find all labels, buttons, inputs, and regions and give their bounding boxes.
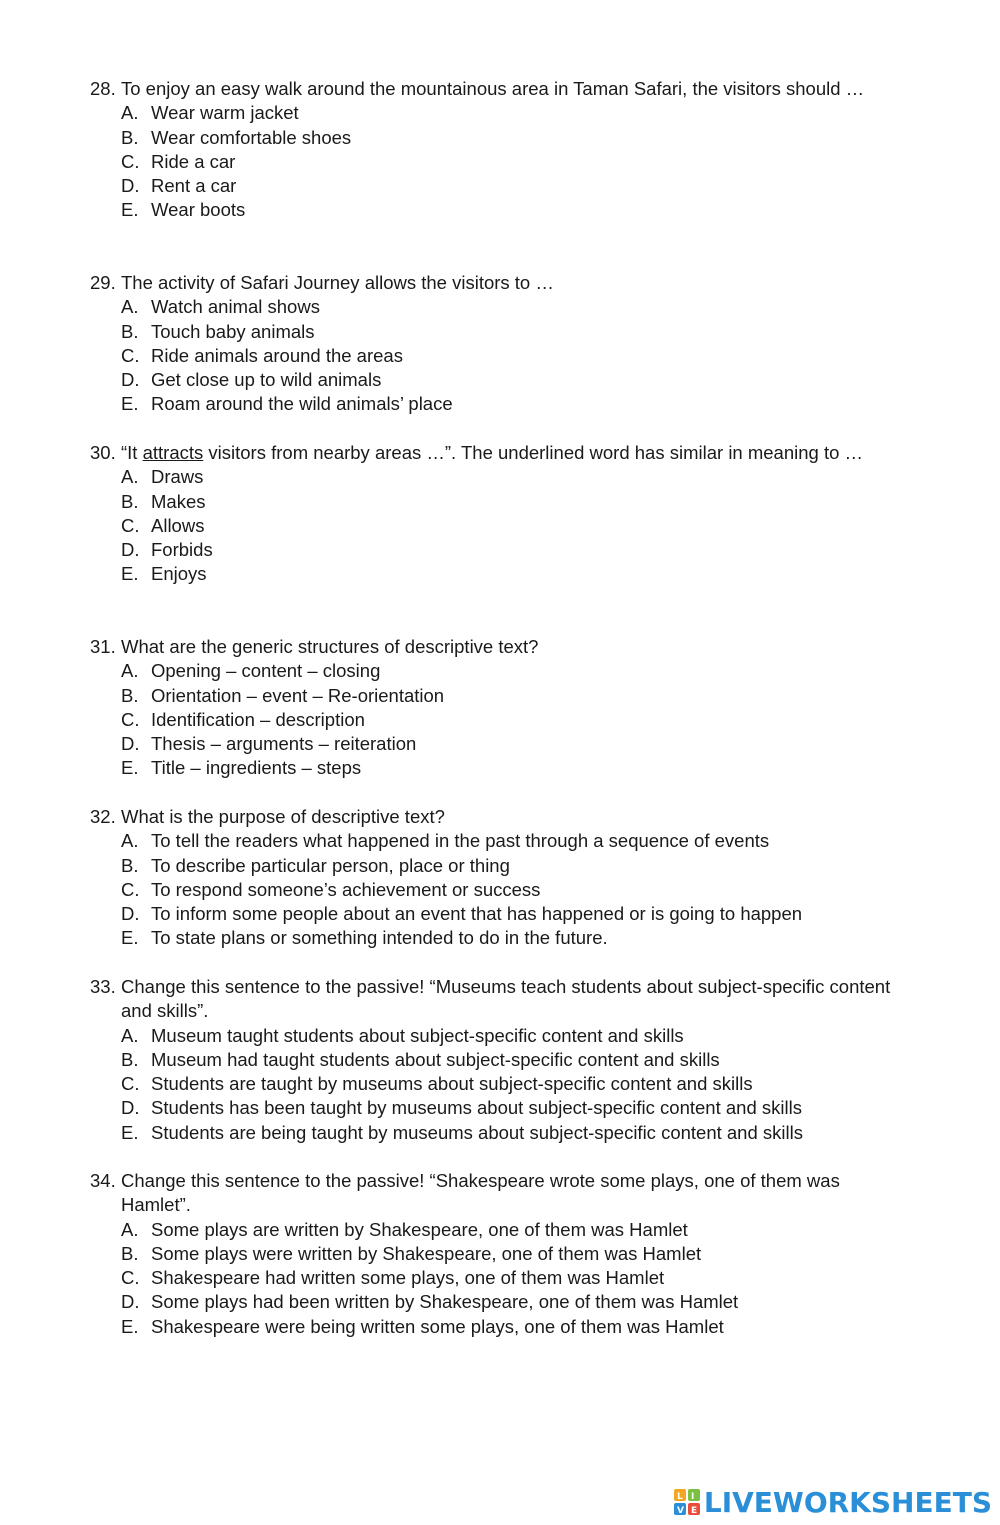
option-letter: D. — [121, 903, 140, 925]
option-letter: D. — [121, 1291, 140, 1313]
option-letter: C. — [121, 150, 140, 172]
question-stem — [90, 975, 900, 1024]
option-d — [90, 1290, 900, 1314]
option-text: Makes — [151, 490, 206, 512]
question-text-after: visitors from nearby areas …”. The underlined word has similar in meaning to … — [203, 442, 864, 463]
question-number: 30. — [90, 442, 116, 463]
question-number: 34. — [90, 1170, 116, 1191]
question-number: 32. — [90, 806, 116, 827]
question-number: 29. — [90, 272, 116, 293]
option-a — [90, 1024, 900, 1048]
option-text: Students are taught by museums about subject-specific content and skills — [151, 1073, 753, 1095]
option-text: Museum had taught students about subject-specific content and skills — [151, 1048, 720, 1070]
question-stem — [90, 635, 900, 659]
option-letter: E. — [121, 757, 139, 779]
option-text: Wear comfortable shoes — [151, 126, 352, 148]
option-c — [90, 878, 900, 902]
option-letter: C. — [121, 1267, 140, 1289]
svg-text:L: L — [676, 1492, 683, 1502]
answer-options — [90, 829, 900, 950]
answer-options — [90, 465, 900, 586]
question-28 — [90, 77, 900, 223]
option-letter: D. — [121, 733, 140, 755]
option-text: Allows — [151, 514, 205, 536]
option-letter: A. — [121, 102, 139, 124]
option-a — [90, 1218, 900, 1242]
question-text: What is the purpose of descriptive text? — [121, 806, 445, 827]
option-e — [90, 1315, 900, 1339]
option-b — [90, 684, 900, 708]
option-letter: A. — [121, 1218, 139, 1240]
option-text: Some plays were written by Shakespeare, one of them was Hamlet — [151, 1242, 702, 1264]
option-e — [90, 392, 900, 416]
option-text: To inform some people about an event that has happened or is going to happen — [151, 903, 803, 925]
option-a — [90, 829, 900, 853]
option-a — [90, 101, 900, 125]
question-stem — [90, 805, 900, 829]
option-letter: A. — [121, 296, 139, 318]
option-letter: B. — [121, 854, 139, 876]
option-d — [90, 732, 900, 756]
option-text: Touch baby animals — [151, 320, 315, 342]
answer-options — [90, 295, 900, 416]
option-letter: C. — [121, 708, 140, 730]
option-text: Opening – content – closing — [151, 660, 381, 682]
option-text: Shakespeare were being written some plays, one of them was Hamlet — [151, 1315, 724, 1337]
option-text: Students has been taught by museums about subject-specific content and skills — [151, 1097, 802, 1119]
option-letter: B. — [121, 1048, 139, 1070]
option-d — [90, 1096, 900, 1120]
question-stem — [90, 77, 900, 101]
option-letter: A. — [121, 660, 139, 682]
option-text: Get close up to wild animals — [151, 369, 382, 391]
option-letter: D. — [121, 1097, 140, 1119]
option-b — [90, 126, 900, 150]
option-c — [90, 344, 900, 368]
option-text: Ride a car — [151, 150, 236, 172]
question-text: What are the generic structures of descriptive text? — [121, 636, 539, 657]
question-32 — [90, 805, 900, 951]
option-letter: E. — [121, 563, 139, 585]
option-text: Identification – description — [151, 708, 365, 730]
option-letter: A. — [121, 830, 139, 852]
option-c — [90, 150, 900, 174]
question-number: 33. — [90, 976, 116, 997]
question-text: Change this sentence to the passive! “Shakespeare wrote some plays, one of them was Hamlet”. — [121, 1170, 840, 1216]
option-text: Title – ingredients – steps — [151, 757, 362, 779]
option-c — [90, 708, 900, 732]
question-stem — [90, 1169, 900, 1218]
question-number: 31. — [90, 636, 116, 657]
option-letter: E. — [121, 927, 139, 949]
option-letter: C. — [121, 344, 140, 366]
question-33 — [90, 975, 900, 1145]
option-text: Draws — [151, 466, 204, 488]
option-e — [90, 1121, 900, 1145]
question-text: To enjoy an easy walk around the mountainous area in Taman Safari, the visitors should … — [121, 78, 865, 99]
option-letter: B. — [121, 126, 139, 148]
question-stem — [90, 441, 900, 465]
option-letter: E. — [121, 1121, 139, 1143]
option-a — [90, 659, 900, 683]
question-text: Change this sentence to the passive! “Museums teach students about subject-specific content and skills”. — [121, 976, 891, 1022]
option-text: Ride animals around the areas — [151, 344, 403, 366]
option-letter: B. — [121, 490, 139, 512]
question-text — [121, 441, 900, 465]
option-text: Some plays are written by Shakespeare, one of them was Hamlet — [151, 1218, 688, 1240]
option-text: Forbids — [151, 539, 213, 561]
option-a — [90, 465, 900, 489]
svg-text:I: I — [690, 1492, 695, 1502]
option-letter: D. — [121, 369, 140, 391]
option-c — [90, 1072, 900, 1096]
option-e — [90, 756, 900, 780]
option-d — [90, 174, 900, 198]
option-letter: C. — [121, 1073, 140, 1095]
option-letter: E. — [121, 1315, 139, 1337]
option-text: Roam around the wild animals’ place — [151, 393, 453, 415]
option-text: Shakespeare had written some plays, one of them was Hamlet — [151, 1267, 665, 1289]
underlined-word: attracts — [142, 442, 204, 463]
option-letter: C. — [121, 514, 140, 536]
question-31 — [90, 635, 900, 781]
answer-options — [90, 1024, 900, 1145]
option-text: Students are being taught by museums about subject-specific content and skills — [151, 1121, 803, 1143]
question-29 — [90, 271, 900, 417]
svg-text:V: V — [676, 1506, 684, 1515]
option-text: Museum taught students about subject-specific content and skills — [151, 1024, 684, 1046]
option-letter: C. — [121, 878, 140, 900]
question-stem — [90, 271, 900, 295]
option-letter: E. — [121, 199, 139, 221]
option-b — [90, 854, 900, 878]
logo-text: LIVEWORKSHEETS — [703, 1485, 992, 1519]
option-text: To describe particular person, place or thing — [151, 854, 510, 876]
option-text: Enjoys — [151, 563, 207, 585]
option-e — [90, 562, 900, 586]
option-c — [90, 514, 900, 538]
option-letter: A. — [121, 1024, 139, 1046]
option-b — [90, 1242, 900, 1266]
option-text: Rent a car — [151, 175, 237, 197]
question-text-before: “It — [121, 442, 143, 463]
option-letter: B. — [121, 320, 139, 342]
option-e — [90, 198, 900, 222]
option-text: To state plans or something intended to do in the future. — [151, 927, 608, 949]
option-text: Orientation – event – Re-orientation — [151, 684, 445, 706]
option-letter: D. — [121, 539, 140, 561]
option-letter: A. — [121, 466, 139, 488]
question-34 — [90, 1169, 900, 1339]
question-number: 28. — [90, 78, 116, 99]
option-letter: D. — [121, 175, 140, 197]
option-text: Some plays had been written by Shakespeare, one of them was Hamlet — [151, 1291, 739, 1313]
option-e — [90, 926, 900, 950]
option-letter: E. — [121, 393, 139, 415]
option-b — [90, 320, 900, 344]
option-letter: B. — [121, 1242, 139, 1264]
answer-options — [90, 659, 900, 780]
option-text: To tell the readers what happened in the past through a sequence of events — [151, 830, 770, 852]
liveworksheets-logo[interactable] — [674, 1484, 992, 1520]
option-d — [90, 902, 900, 926]
option-a — [90, 295, 900, 319]
answer-options — [90, 1218, 900, 1339]
option-b — [90, 1048, 900, 1072]
option-text: Wear warm jacket — [151, 102, 299, 124]
option-text: Watch animal shows — [151, 296, 320, 318]
blocks-logo-icon — [674, 1489, 700, 1515]
option-text: Wear boots — [151, 199, 246, 221]
option-letter: B. — [121, 684, 139, 706]
option-b — [90, 490, 900, 514]
option-d — [90, 368, 900, 392]
question-30 — [90, 441, 900, 587]
question-text: The activity of Safari Journey allows the visitors to … — [121, 272, 554, 293]
answer-options — [90, 101, 900, 222]
option-d — [90, 538, 900, 562]
option-c — [90, 1266, 900, 1290]
option-text: To respond someone’s achievement or success — [151, 878, 541, 900]
svg-text:E: E — [690, 1506, 698, 1515]
option-text: Thesis – arguments – reiteration — [151, 733, 417, 755]
